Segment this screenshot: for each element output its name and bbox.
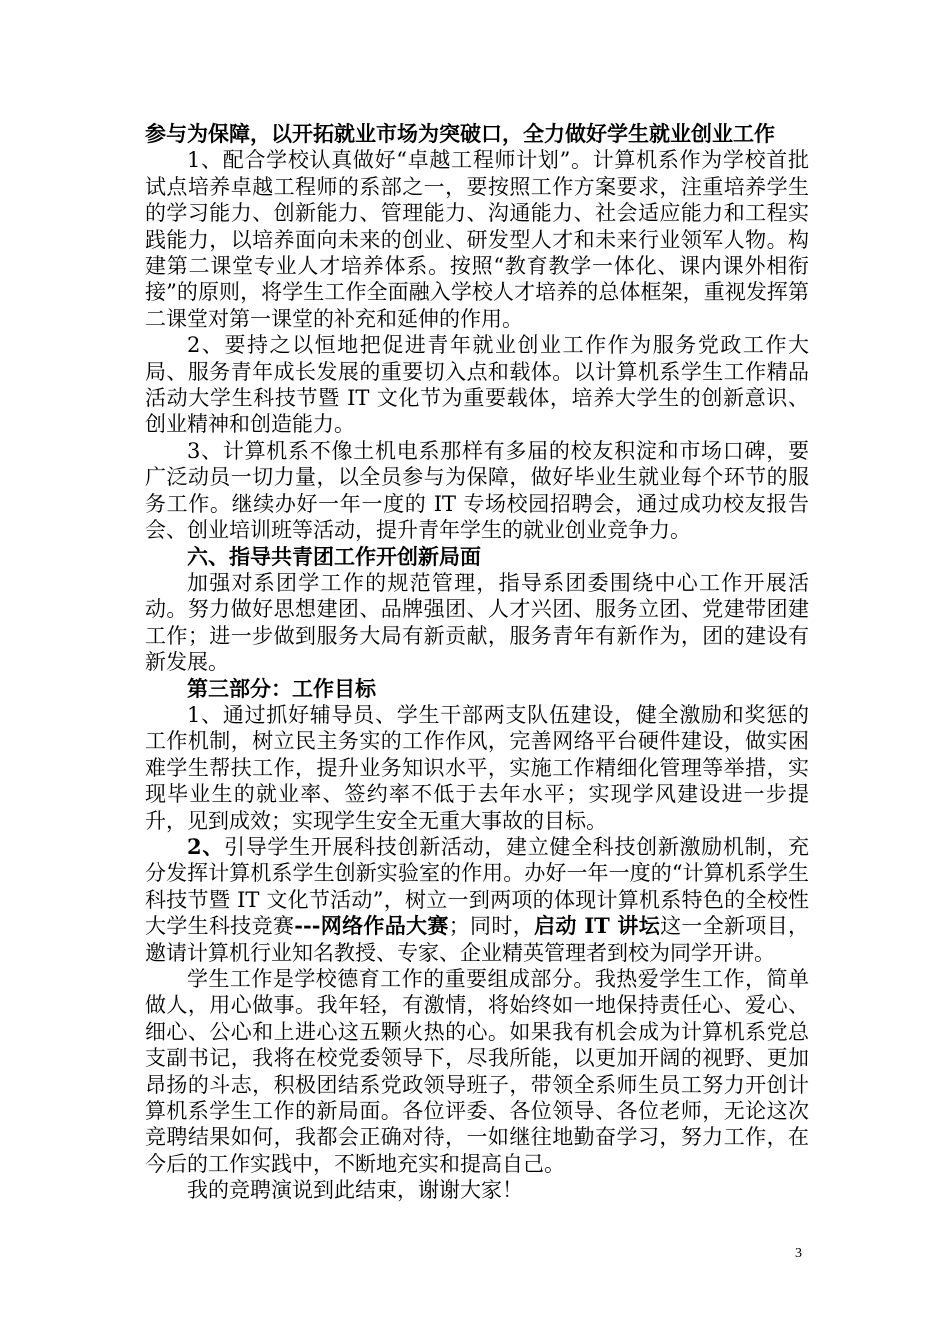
paragraph-4: 加强对系团学工作的规范管理，指导系团委围绕中心工作开展活动。努力做好思想建团、品牌强团、人才兴团、服务立团、党建带团建工作；进一步做到服务大局有新贡献，服务青年有新作为，团的建设有新发展。 — [145, 570, 809, 675]
part-3-heading: 第三部分：工作目标 — [187, 675, 376, 701]
paragraph-6 — [145, 834, 809, 966]
paragraph-7: 学生工作是学校德育工作的重要组成部分。我热爱学生工作，简单做人，用心做事。我年轻，有激情，将始终如一地保持责任心、爱心、细心、公心和上进心这五颗火热的心。如果我有机会成为计算机系党总支副书记，我将在校党委领导下，尽我所能，以更加开阔的视野、更加昂扬的斗志，积极团结系党政领导班子，带领全系师生员工努力开创计算机系学生工作的新局面。各位评委、各位领导、各位老师，无论这次竞聘结果如何，我都会正确对待，一如继往地勤奋学习，努力工作，在今后的工作实践中，不断地充实和提高自己。 — [145, 967, 809, 1176]
paragraph-8: 我的竞聘演说到此结束，谢谢大家！ — [187, 1178, 523, 1203]
heading-continued: 参与为保障，以开拓就业市场为突破口，全力做好学生就业创业工作 — [145, 121, 775, 146]
paragraph-6-number: 2、 — [187, 833, 224, 859]
forum-name: 启动 IT 讲坛 — [534, 913, 661, 939]
paragraph-5: 1、通过抓好辅导员、学生干部两支队伍建设，健全激励和奖惩的工作机制，树立民主务实的工作作风，完善网络平台硬件建设，做实困难学生帮扶工作，提升业务知识水平，实施工作精细化管理等举措，实现毕业生的就业率、签约率不低于去年水平；实现学风建设进一步提升，见到成效；实现学生安全无重大事故的目标。 — [145, 702, 809, 833]
paragraph-6-text-c: ；同时， — [448, 914, 535, 939]
contest-name: ---网络作品大赛 — [294, 913, 449, 939]
paragraph-6-text-d: 这一全新项目，邀请计算机行业知名教授、专家、企业精英管理者到校为同学开讲。 — [145, 914, 810, 965]
paragraph-6-text-a: 引导学生开展科技创新活动 — [224, 834, 485, 859]
paragraph-1: 1、配合学校认真做好“卓越工程师计划”。计算机系作为学校首批试点培养卓越工程师的系部之一，要按照工作方案要求，注重培养学生的学习能力、创新能力、管理能力、沟通能力、社会适应能力和工程实践能力，以培养面向未来的创业、研发型人才和未来行业领军人物。构建第二课堂专业人才培养体系。按照“教育教学一体化、课内课外相衔接”的原则，将学生工作全面融入学校人才培养的总体框架，重视发挥第二课堂对第一课堂的补充和延伸的作用。 — [145, 148, 809, 331]
document-body — [145, 121, 809, 1204]
paragraph-6-text-b: ，建立健全科技创新激励机制，充分发挥计算机系学生创新实验室的作用。办好一年一度的“计算机系学生科技节暨 IT 文化节活动”，树立一到两项的体现计算机系特色的全校性大学生科技竞赛 — [145, 834, 809, 939]
paragraph-2: 2、要持之以恒地把促进青年就业创业工作作为服务党政工作大局、服务青年成长发展的重要切入点和载体。以计算机系学生工作精品活动大学生科技节暨 IT 文化节为重要载体，培养大学生的创新意识、创业精神和创造能力。 — [145, 333, 809, 437]
paragraph-3: 3、计算机系不像土机电系那样有多届的校友积淀和市场口碑，要广泛动员一切力量，以全员参与为保障，做好毕业生就业每个环节的服务工作。继续办好一年一度的 IT 专场校园招聘会，通过成功校友报告会、创业培训班等活动，提升青年学生的就业创业竞争力。 — [145, 438, 809, 543]
section-6-heading: 六、指导共青团工作开创新局面 — [187, 543, 481, 569]
page-number: 3 — [795, 1246, 802, 1261]
